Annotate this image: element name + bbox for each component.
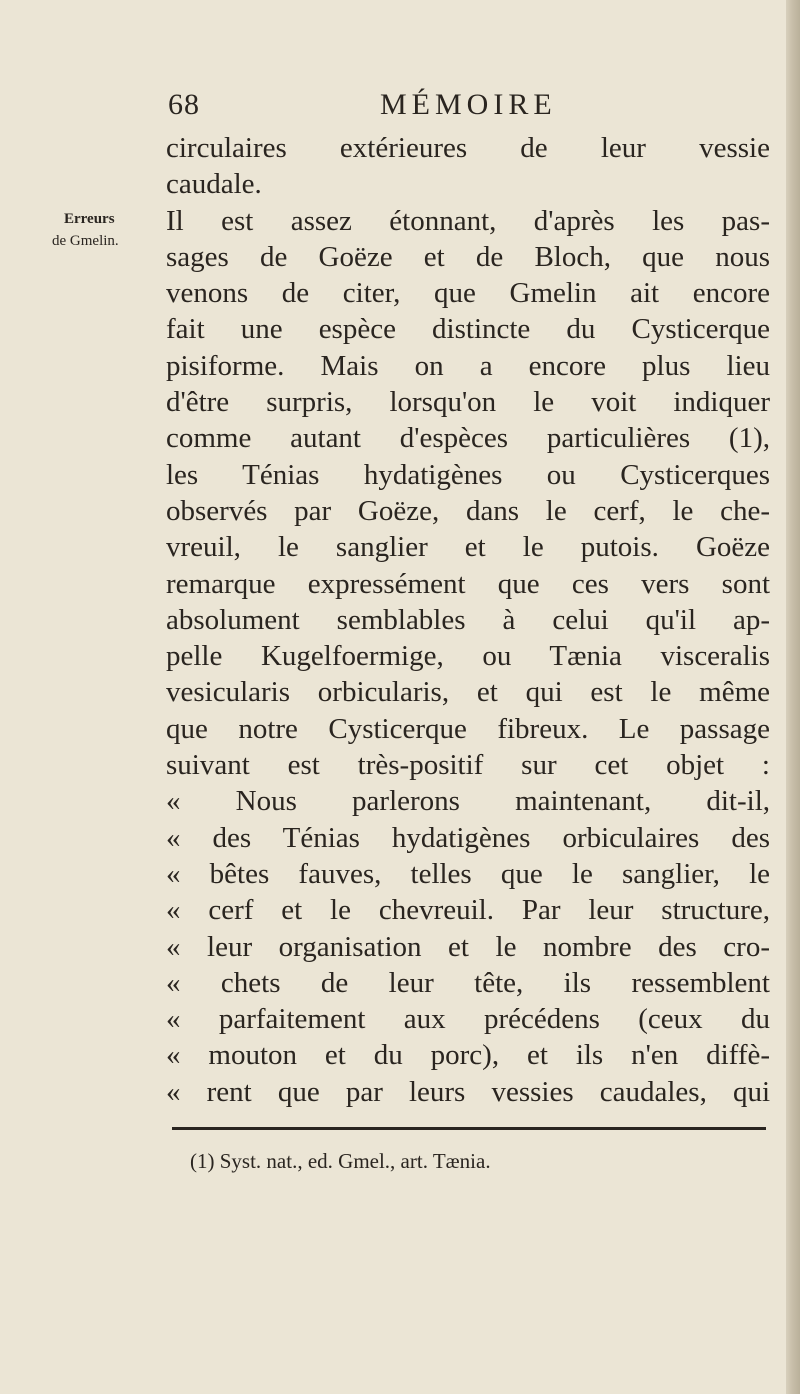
text-line: les Ténias hydatigènes ou Cysticerques (166, 458, 770, 491)
margin-note-line: Erreurs (64, 211, 115, 227)
footnote-rule (172, 1127, 766, 1130)
text-line: « parfaitement aux précédens (ceux du (166, 1003, 770, 1036)
margin-note (50, 208, 160, 252)
text-line: « leur organisation et le nombre des cro- (166, 930, 770, 963)
body-text (166, 130, 770, 1110)
text-line: remarque expressément que ces vers sont (166, 567, 770, 600)
text-line: d'être surpris, lorsqu'on le voit indiquer (166, 386, 770, 419)
text-line: « cerf et le chevreuil. Par leur structure, (166, 894, 770, 927)
text-line: « Nous parlerons maintenant, dit-il, (166, 785, 770, 818)
text-line: que notre Cysticerque fibreux. Le passage (166, 712, 770, 745)
text-line: « rent que par leurs vessies caudales, qui (166, 1075, 770, 1108)
text-line: observés par Goëze, dans le cerf, le che- (166, 494, 770, 527)
text-line: circulaires extérieures de leur vessie (166, 132, 770, 164)
text-line: « chets de leur tête, ils ressemblent (166, 966, 770, 999)
text-line: fait une espèce distincte du Cysticerque (166, 313, 770, 346)
text-line: pisiforme. Mais on a encore plus lieu (166, 349, 770, 382)
page-header (168, 88, 768, 128)
text-line: sages de Goëze et de Bloch, que nous (166, 240, 770, 273)
text-line: « bêtes fauves, telles que le sanglier, le (166, 857, 770, 890)
text-line: Il est assez étonnant, d'après les pas- (166, 204, 770, 237)
page-edge (786, 0, 800, 1394)
text-line: venons de citer, que Gmelin ait encore (166, 277, 770, 310)
text-line: suivant est très-positif sur cet objet : (166, 749, 770, 782)
text-line: « des Ténias hydatigènes orbiculaires des (166, 821, 770, 854)
running-title: MÉMOIRE (380, 88, 557, 121)
page-number: 68 (168, 88, 200, 121)
text-line: caudale. (166, 168, 262, 201)
text-line: pelle Kugelfoermige, ou Tænia visceralis (166, 640, 770, 673)
text-line: absolument semblables à celui qu'il ap- (166, 603, 770, 636)
text-line: vesicularis orbicularis, et qui est le même (166, 676, 770, 709)
margin-note-line: de Gmelin. (52, 233, 119, 249)
footnote: (1) Syst. nat., ed. Gmel., art. Tænia. (190, 1149, 491, 1173)
text-line: « mouton et du porc), et ils n'en diffè- (166, 1039, 770, 1072)
text-line: vreuil, le sanglier et le putois. Goëze (166, 531, 770, 564)
text-line: comme autant d'espèces particulières (1), (166, 422, 770, 455)
